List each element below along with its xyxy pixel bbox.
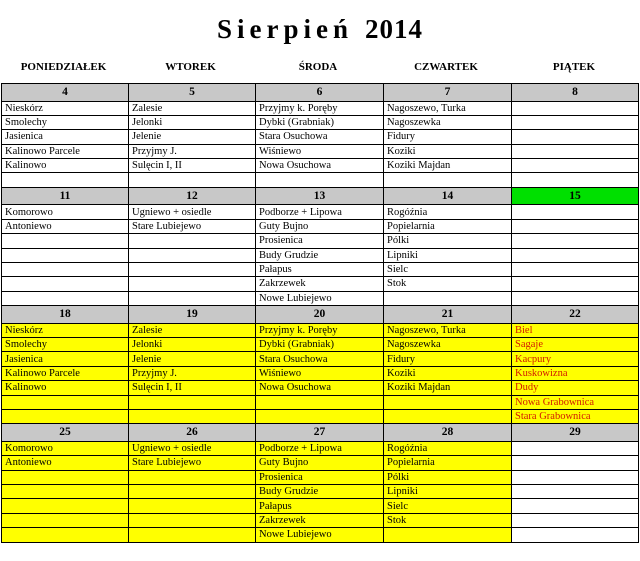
table-row [2,395,639,409]
table-row [2,456,639,470]
location-cell [129,173,256,187]
day-number: 4 [2,84,129,102]
page-title [0,14,640,45]
location-cell: Antoniewo [2,219,129,233]
week-number-row [2,84,639,102]
location-cell: Rogóźnia [384,441,512,455]
table-row [2,528,639,542]
day-number: 25 [2,424,129,442]
location-cell: Nieskórz [2,323,129,337]
location-cell [512,159,639,173]
day-number: 18 [2,306,129,324]
table-row [2,291,639,305]
day-number: 14 [384,187,512,205]
location-cell: Smolechy [2,115,129,129]
location-cell: Smolechy [2,337,129,351]
table-row [2,513,639,527]
table-row [2,499,639,513]
location-cell: Nagoszewka [384,337,512,351]
location-cell: Komorowo [2,441,129,455]
location-cell [2,291,129,305]
day-number: 26 [129,424,256,442]
location-cell [129,470,256,484]
table-row [2,159,639,173]
table-row [2,352,639,366]
location-cell: Prosienica [256,470,384,484]
location-cell: Jelonki [129,337,256,351]
location-cell: Przyjmy k. Poręby [256,323,384,337]
location-cell: Stare Lubiejewo [129,456,256,470]
location-cell: Sielc [384,262,512,276]
location-cell: Podborze + Lipowa [256,205,384,219]
location-cell [256,395,384,409]
location-cell: Stok [384,513,512,527]
location-cell: Ugniewo + osiedle [129,441,256,455]
location-cell [2,248,129,262]
location-cell: Lipniki [384,248,512,262]
location-cell [512,291,639,305]
location-cell [384,409,512,423]
day-number: 15 [512,187,639,205]
week-number-row [2,424,639,442]
day-number: 29 [512,424,639,442]
location-cell [512,456,639,470]
location-cell: Sulęcin I, II [129,381,256,395]
location-cell [2,484,129,498]
location-cell: Pałapus [256,262,384,276]
location-cell: Stok [384,277,512,291]
table-row [2,219,639,233]
table-row [2,115,639,129]
location-cell: Komorowo [2,205,129,219]
weekday-tuesday: WTOREK [165,61,216,73]
location-cell: Kalinowo Parcele [2,366,129,380]
location-cell [512,277,639,291]
location-cell: Dudy [512,381,639,395]
day-number: 6 [256,84,384,102]
day-number: 5 [129,84,256,102]
location-cell: Koziki Majdan [384,381,512,395]
table-row [2,484,639,498]
weekday-wednesday: ŚRODA [298,61,338,73]
location-cell [512,101,639,115]
week-number-row [2,187,639,205]
location-cell [512,248,639,262]
location-cell: Koziki Majdan [384,159,512,173]
table-row [2,248,639,262]
location-cell: Antoniewo [2,456,129,470]
location-cell [512,144,639,158]
table-row [2,277,639,291]
location-cell: Przyjmy J. [129,366,256,380]
table-row [2,205,639,219]
location-cell [512,234,639,248]
table-row [2,323,639,337]
location-cell [129,409,256,423]
location-cell: Jasienica [2,130,129,144]
weekday-thursday: CZWARTEK [414,61,478,73]
location-cell: Zakrzewek [256,277,384,291]
table-row [2,470,639,484]
location-cell [129,277,256,291]
location-cell [129,513,256,527]
location-cell: Dybki (Grabniak) [256,115,384,129]
location-cell: Nowe Lubiejewo [256,528,384,542]
location-cell [512,130,639,144]
location-cell [256,409,384,423]
location-cell: Wiśniewo [256,144,384,158]
table-row [2,101,639,115]
location-cell [512,528,639,542]
location-cell [512,173,639,187]
table-row [2,366,639,380]
location-cell: Stara Osuchowa [256,130,384,144]
location-cell: Dybki (Grabniak) [256,337,384,351]
location-cell [512,484,639,498]
table-row [2,234,639,248]
location-cell: Nagoszewo, Turka [384,323,512,337]
location-cell: Prosienica [256,234,384,248]
location-cell: Stara Grabownica [512,409,639,423]
table-row [2,144,639,158]
table-row [2,173,639,187]
location-cell: Biel [512,323,639,337]
location-cell: Popielarnia [384,219,512,233]
day-number: 12 [129,187,256,205]
location-cell: Wiśniewo [256,366,384,380]
location-cell: Popielarnia [384,456,512,470]
location-cell: Nowa Osuchowa [256,381,384,395]
location-cell [384,291,512,305]
location-cell: Jelenie [129,130,256,144]
location-cell: Lipniki [384,484,512,498]
location-cell [129,248,256,262]
location-cell [512,470,639,484]
weekday-header-row [0,61,640,81]
day-number: 11 [2,187,129,205]
location-cell [512,513,639,527]
location-cell [129,528,256,542]
location-cell [129,499,256,513]
location-cell: Budy Grudzie [256,484,384,498]
location-cell: Zakrzewek [256,513,384,527]
day-number: 7 [384,84,512,102]
location-cell [129,484,256,498]
location-cell: Jelonki [129,115,256,129]
table-row [2,381,639,395]
location-cell: Koziki [384,144,512,158]
location-cell [512,262,639,276]
location-cell [2,409,129,423]
location-cell [2,528,129,542]
day-number: 27 [256,424,384,442]
location-cell: Nowa Osuchowa [256,159,384,173]
location-cell: Zalesie [129,323,256,337]
table-row [2,262,639,276]
location-cell [2,513,129,527]
day-number: 19 [129,306,256,324]
location-cell [256,173,384,187]
location-cell: Rogóźnia [384,205,512,219]
day-number: 21 [384,306,512,324]
month-name: Sierpień [216,14,353,44]
location-cell: Koziki [384,366,512,380]
location-cell: Jelenie [129,352,256,366]
location-cell [384,395,512,409]
location-cell: Budy Grudzie [256,248,384,262]
table-row [2,337,639,351]
day-number: 13 [256,187,384,205]
location-cell: Fidury [384,130,512,144]
location-cell [512,219,639,233]
location-cell [2,234,129,248]
location-cell [512,115,639,129]
day-number: 22 [512,306,639,324]
day-number: 28 [384,424,512,442]
location-cell: Kalinowo [2,381,129,395]
table-row [2,441,639,455]
location-cell: Pałapus [256,499,384,513]
day-number: 8 [512,84,639,102]
location-cell: Jasienica [2,352,129,366]
location-cell: Nagoszewo, Turka [384,101,512,115]
location-cell [129,395,256,409]
location-cell [384,528,512,542]
location-cell: Sielc [384,499,512,513]
location-cell: Guty Bujno [256,219,384,233]
location-cell: Podborze + Lipowa [256,441,384,455]
location-cell [512,499,639,513]
location-cell: Pólki [384,234,512,248]
location-cell: Stare Lubiejewo [129,219,256,233]
table-row [2,130,639,144]
location-cell: Nowe Lubiejewo [256,291,384,305]
location-cell: Przyjmy k. Poręby [256,101,384,115]
location-cell [2,262,129,276]
location-cell: Kacpury [512,352,639,366]
location-cell: Kuskowizna [512,366,639,380]
location-cell [129,291,256,305]
location-cell: Nagoszewka [384,115,512,129]
location-cell [512,441,639,455]
location-cell: Nowa Grabownica [512,395,639,409]
weekday-monday: PONIEDZIAŁEK [20,61,107,73]
location-cell [512,205,639,219]
day-number: 20 [256,306,384,324]
location-cell: Ugniewo + osiedle [129,205,256,219]
calendar-table [1,83,639,543]
location-cell [2,470,129,484]
location-cell: Sagaje [512,337,639,351]
location-cell: Sulęcin I, II [129,159,256,173]
location-cell: Pólki [384,470,512,484]
location-cell: Guty Bujno [256,456,384,470]
location-cell [384,173,512,187]
location-cell: Zalesie [129,101,256,115]
weekday-friday: PIĄTEK [552,61,596,73]
location-cell [2,499,129,513]
location-cell [2,277,129,291]
location-cell: Stara Osuchowa [256,352,384,366]
week-number-row [2,306,639,324]
table-row [2,409,639,423]
location-cell [129,262,256,276]
location-cell: Przyjmy J. [129,144,256,158]
location-cell: Fidury [384,352,512,366]
location-cell [2,395,129,409]
location-cell [2,173,129,187]
location-cell: Nieskórz [2,101,129,115]
location-cell: Kalinowo [2,159,129,173]
location-cell: Kalinowo Parcele [2,144,129,158]
location-cell [129,234,256,248]
year: 2014 [365,14,423,44]
